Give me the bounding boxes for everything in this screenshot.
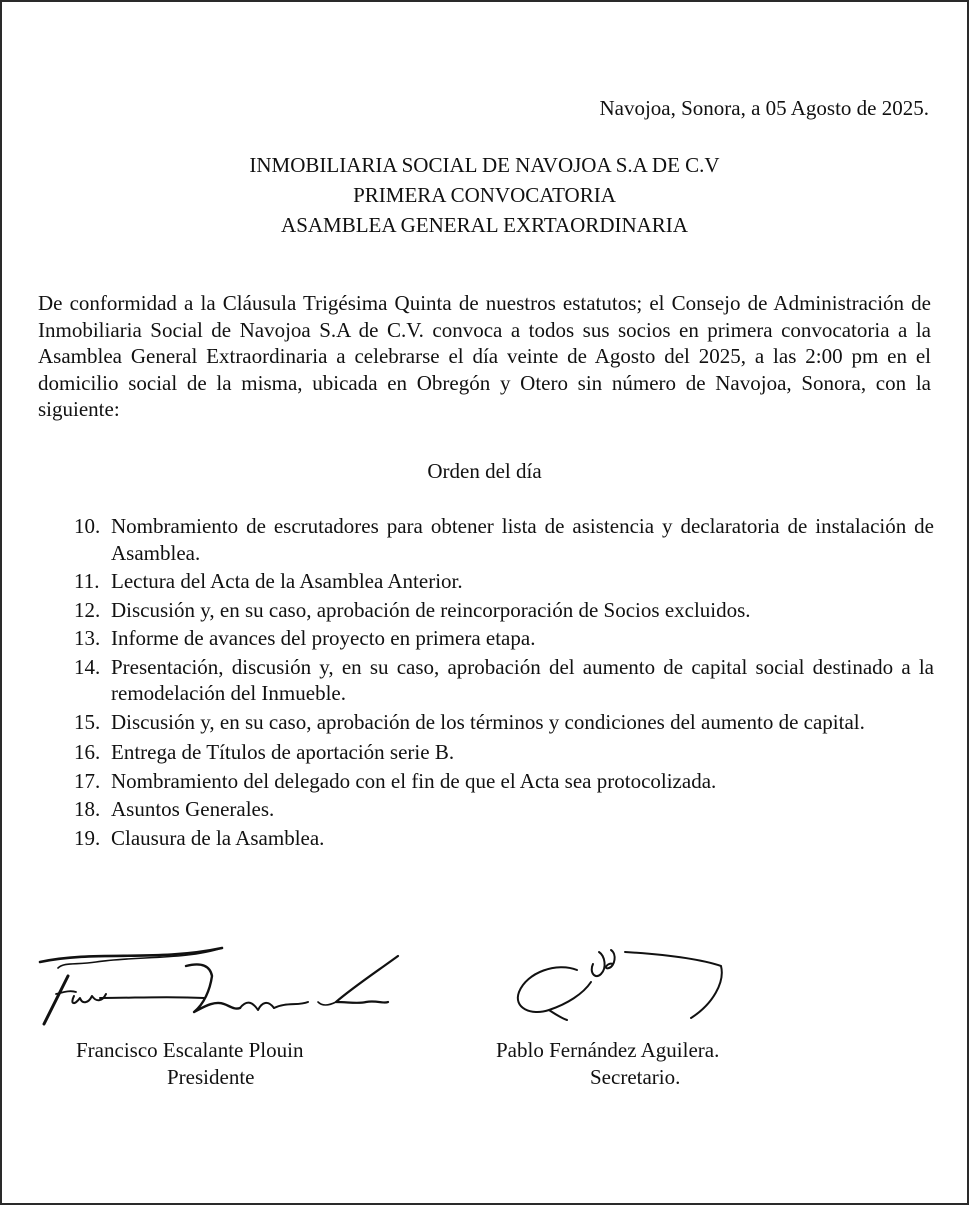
signature-area (2, 932, 967, 1112)
agenda-item (74, 654, 934, 707)
agenda-item (74, 625, 934, 652)
agenda-item-number: 15. (74, 709, 101, 734)
agenda-list (74, 513, 934, 853)
agenda-item (74, 768, 934, 795)
agenda-item-number: 14. (74, 654, 101, 679)
assembly-type: ASAMBLEA GENERAL EXRTAORDINARIA (281, 213, 688, 237)
agenda-item-text: Asuntos Generales. (111, 797, 275, 821)
agenda-item-number: 16. (74, 740, 101, 764)
agenda-item-text: Nombramiento de escrutadores para obtener lista de asistencia y declaratoria de instalación de Asamblea. (111, 514, 934, 565)
agenda-item-text: Discusión y, en su caso, aprobación de los términos y condiciones del aumento de capital. (111, 709, 865, 734)
president-signature (36, 932, 406, 1032)
agenda-item-number: 10. (74, 514, 101, 538)
company-name: INMOBILIARIA SOCIAL DE NAVOJOA S.A DE C.V (249, 153, 720, 177)
secretary-name: Pablo Fernández Aguilera. (496, 1038, 720, 1062)
agenda-item-text: Entrega de Títulos de aportación serie B. (111, 740, 455, 764)
agenda-item-number: 17. (74, 768, 101, 793)
agenda-item-text: Presentación, discusión y, en su caso, aprobación del aumento de capital social destinado a la remodelación del Inmueble. (111, 654, 934, 705)
agenda-item-text: Nombramiento del delegado con el fin de que el Acta sea protocolizada. (111, 768, 717, 793)
document-heading (2, 150, 967, 240)
secretary-role: Secretario. (590, 1065, 681, 1089)
body-paragraph: De conformidad a la Cláusula Trigésima Quinta de nuestros estatutos; el Consejo de Administración de Inmobiliaria Social de Navojoa S.A de C.V. convoca a todos sus socios en primera convocatoria a la Asamblea General Extraordinaria a celebrarse el día veinte de Agosto del 2025, a las 2:00 pm en el domicilio social de la misma, ubicada en Obregón y Otero sin número de Navojoa, Sonora, con la siguiente: (38, 291, 931, 421)
agenda-item-text: Lectura del Acta de la Asamblea Anterior. (111, 569, 463, 593)
agenda-item-number: 11. (74, 569, 100, 593)
agenda-item-text: Informe de avances del proyecto en primera etapa. (111, 626, 536, 650)
agenda-item (74, 597, 934, 624)
date-line: Navojoa, Sonora, a 05 Agosto de 2025. (599, 96, 929, 120)
agenda-item (74, 513, 934, 566)
agenda-item (74, 739, 934, 766)
agenda-title: Orden del día (427, 459, 542, 483)
agenda-item (74, 568, 934, 595)
agenda-item-text: Discusión y, en su caso, aprobación de reincorporación de Socios excluidos. (111, 597, 751, 622)
agenda-item-text: Clausura de la Asamblea. (111, 825, 325, 850)
president-role: Presidente (167, 1065, 255, 1089)
secretary-signature (507, 938, 737, 1028)
agenda-item (74, 709, 934, 736)
agenda-item-number: 12. (74, 597, 101, 622)
convocation-type: PRIMERA CONVOCATORIA (353, 183, 616, 207)
agenda-item-number: 19. (74, 825, 101, 850)
agenda-item-number: 13. (74, 626, 101, 650)
agenda-item (74, 825, 934, 852)
agenda-item (74, 796, 934, 823)
president-name: Francisco Escalante Plouin (76, 1038, 304, 1062)
agenda-item-number: 18. (74, 797, 101, 821)
